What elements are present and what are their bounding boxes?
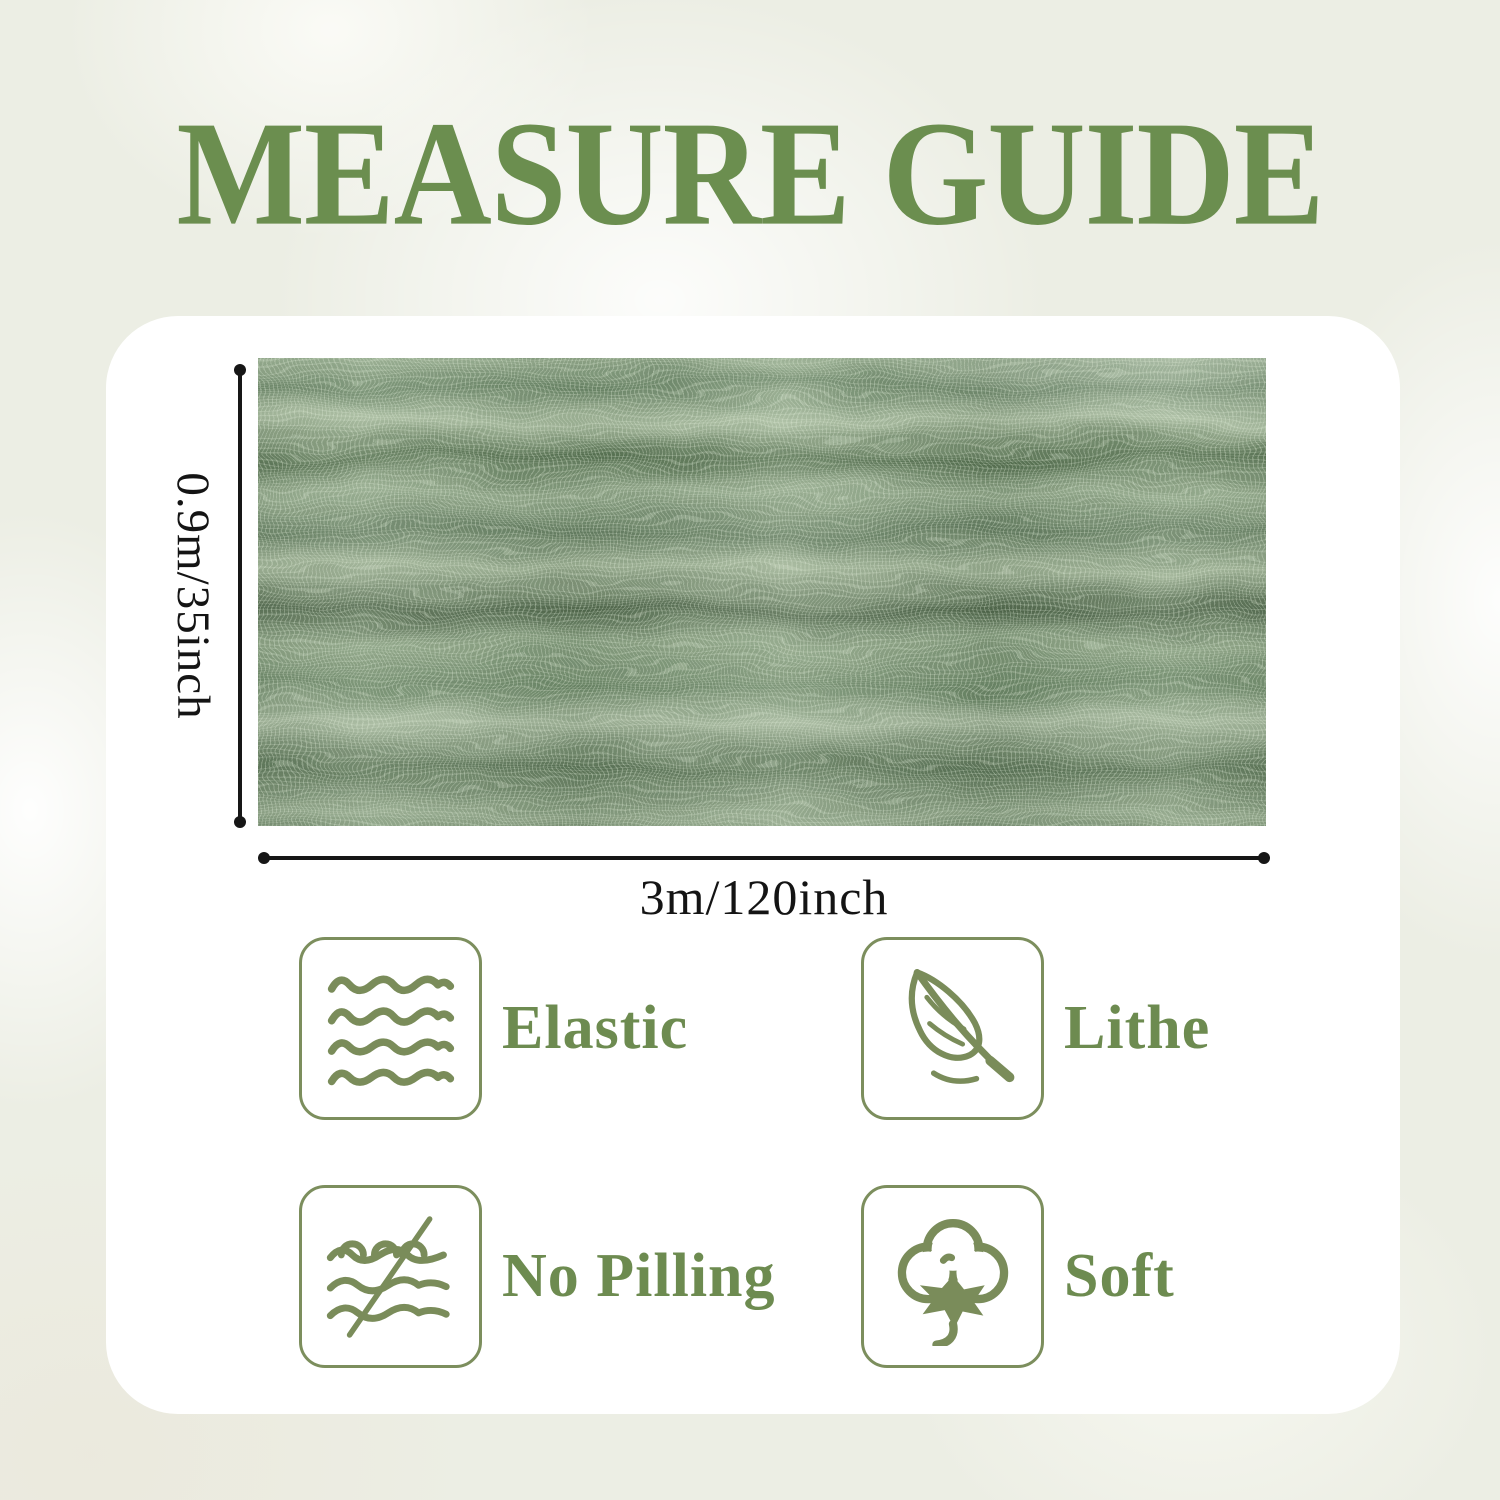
feature-soft bbox=[861, 1185, 1175, 1368]
feature-label: Soft bbox=[1064, 1242, 1175, 1310]
feature-icon-box bbox=[299, 1185, 482, 1368]
no-pilling-icon bbox=[322, 1208, 460, 1346]
feature-icon-box bbox=[861, 937, 1044, 1120]
height-dimension-label: 0.9m/35inch bbox=[167, 472, 219, 720]
feather-icon bbox=[884, 960, 1022, 1098]
fabric-photo bbox=[258, 358, 1266, 826]
width-dimension-line bbox=[264, 856, 1264, 860]
fabric-texture bbox=[258, 358, 1266, 826]
feature-lithe bbox=[861, 937, 1210, 1120]
feature-label: Elastic bbox=[502, 994, 689, 1062]
page-title: MEASURE GUIDE bbox=[176, 91, 1324, 257]
height-dimension-line bbox=[238, 370, 242, 822]
measure-card bbox=[106, 316, 1400, 1414]
width-dimension-label: 3m/120inch bbox=[639, 869, 889, 925]
waves-icon bbox=[322, 960, 460, 1098]
feature-icon-box bbox=[299, 937, 482, 1120]
feature-elastic bbox=[299, 937, 688, 1120]
feature-no-pilling bbox=[299, 1185, 776, 1368]
feature-icon-box bbox=[861, 1185, 1044, 1368]
feature-label: Lithe bbox=[1064, 994, 1211, 1062]
cotton-icon bbox=[884, 1208, 1022, 1346]
feature-label: No Pilling bbox=[502, 1242, 776, 1310]
